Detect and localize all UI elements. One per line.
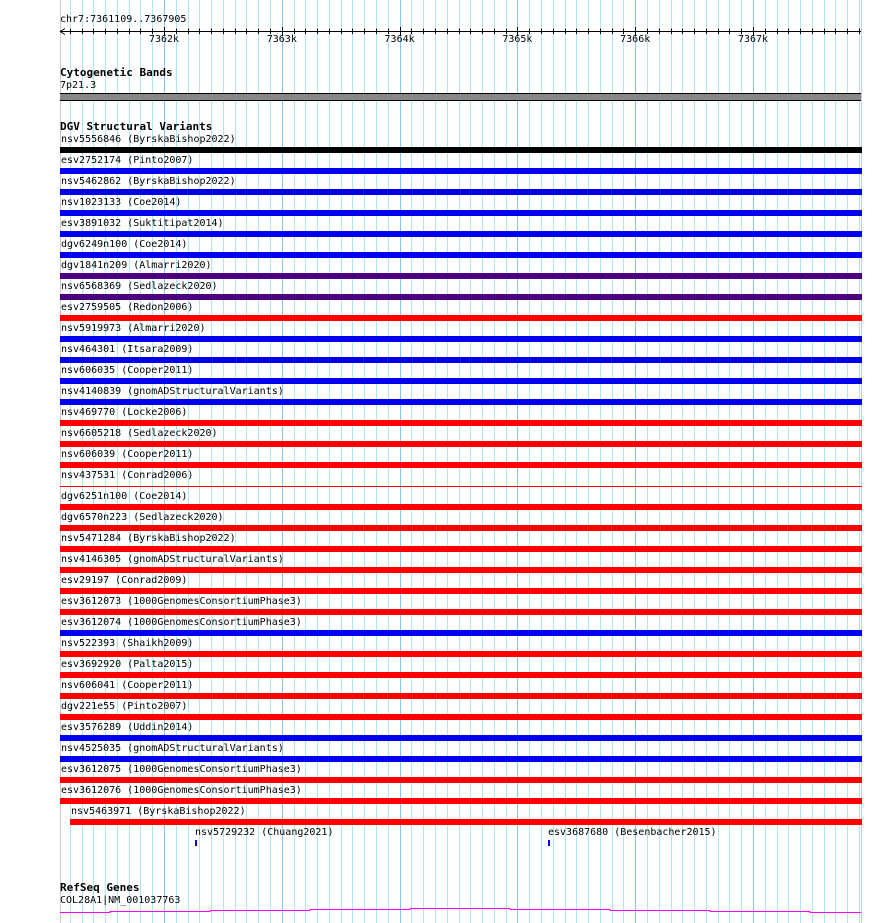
variant-label: nsv606041 (Cooper2011): [61, 680, 194, 691]
variant-label: nsv437531 (Conrad2006): [61, 470, 194, 481]
variant-label: esv3612073 (1000GenomesConsortiumPhase3): [61, 596, 302, 607]
variant-label: esv2759505 (Redon2006): [61, 302, 194, 313]
refseq-track-title: RefSeq Genes: [60, 881, 140, 894]
variant-label: esv3687680 (Besenbacher2015): [548, 827, 717, 838]
variant-label: dgv6251n100 (Coe2014): [61, 491, 188, 502]
variant-label: nsv6605218 (Sedlazeck2020): [61, 428, 218, 439]
cytoband-track-title: Cytogenetic Bands: [60, 66, 173, 79]
variant-label: esv3612074 (1000GenomesConsortiumPhase3): [61, 617, 302, 628]
variant-label: dgv6249n100 (Coe2014): [61, 239, 188, 250]
location-label: chr7:7361109..7367905: [60, 14, 187, 25]
ruler-tick-label: 7365k: [502, 34, 533, 45]
variant-label: esv3576289 (Uddin2014): [61, 722, 194, 733]
variant-label: nsv5471284 (ByrskaBishop2022): [61, 533, 236, 544]
ruler-tick-label: 7366k: [620, 34, 651, 45]
ruler-tick-label: 7364k: [384, 34, 415, 45]
variant-label: nsv606035 (Cooper2011): [61, 365, 194, 376]
variant-label: dgv6570n223 (Sedlazeck2020): [61, 512, 224, 523]
variant-label: dgv1841n209 (Almarri2020): [61, 260, 212, 271]
variant-label: esv29197 (Conrad2009): [61, 575, 188, 586]
variant-label: dgv221e55 (Pinto2007): [61, 701, 188, 712]
variant-label: nsv5462862 (ByrskaBishop2022): [61, 176, 236, 187]
variant-label: esv2752174 (Pinto2007): [61, 155, 194, 166]
variant-label: nsv464301 (Itsara2009): [61, 344, 194, 355]
ruler-tick-label: 7367k: [737, 34, 769, 45]
variant-label: nsv5729232 (Chuang2021): [195, 827, 334, 838]
variant-label: nsv522393 (Shaikh2009): [61, 638, 194, 649]
variant-label: esv3612076 (1000GenomesConsortiumPhase3): [61, 785, 302, 796]
variant-label: nsv6568369 (Sedlazeck2020): [61, 281, 218, 292]
refseq-gene-label: COL28A1|NM_001037763: [60, 895, 181, 906]
variant-label: nsv4146305 (gnomADStructuralVariants): [61, 554, 284, 565]
cytoband-label: 7p21.3: [60, 80, 97, 91]
variant-label: esv3891032 (Suktitipat2014): [61, 218, 224, 229]
variant-label: nsv4140839 (gnomADStructuralVariants): [61, 386, 284, 397]
variant-label: esv3692920 (Palta2015): [61, 659, 194, 670]
variant-label: esv3612075 (1000GenomesConsortiumPhase3): [61, 764, 302, 775]
variant-label: nsv5556846 (ByrskaBishop2022): [61, 134, 236, 145]
variant-label: nsv1023133 (Coe2014): [61, 197, 182, 208]
ruler-tick-label: 7363k: [266, 34, 297, 45]
variant-label: nsv5919973 (Almarri2020): [61, 323, 206, 334]
variant-label: nsv606039 (Cooper2011): [61, 449, 194, 460]
variant-label: nsv5463971 (ByrskaBishop2022): [71, 806, 246, 817]
ruler-tick-label: 7362k: [148, 34, 180, 45]
dgv-track-title: DGV Structural Variants: [60, 120, 213, 133]
variant-label: nsv4525035 (gnomADStructuralVariants): [61, 743, 284, 754]
variant-label: nsv469770 (Locke2006): [61, 407, 188, 418]
